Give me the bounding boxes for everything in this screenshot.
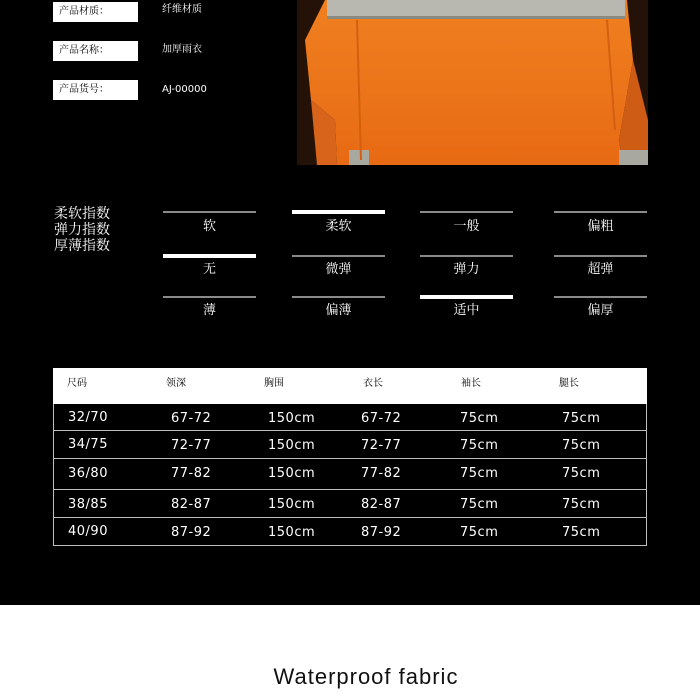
index-option: 软	[202, 219, 216, 234]
table-cell: 67-72	[171, 411, 212, 426]
table-cell: 82-87	[361, 497, 402, 512]
index-option: 偏粗	[587, 219, 614, 234]
index-option: 弹力	[453, 262, 480, 277]
index-line	[554, 255, 647, 257]
info-value-material: 纤维材质	[162, 4, 202, 15]
index-title-thickness: 厚薄指数	[54, 238, 110, 254]
index-line	[554, 211, 647, 213]
table-cell: 75cm	[460, 497, 499, 512]
table-cell: 36/80	[68, 466, 108, 481]
index-option: 偏厚	[587, 303, 614, 318]
row-divider	[54, 517, 646, 518]
info-label-sku: 产品货号：	[53, 80, 138, 100]
table-cell: 150cm	[268, 497, 316, 512]
column-header: 领深	[166, 378, 186, 389]
info-label-material: 产品材质：	[53, 2, 138, 22]
index-option-selected: 适中	[453, 303, 480, 318]
table-cell: 72-77	[171, 438, 212, 453]
column-header: 腿长	[559, 378, 579, 389]
size-table	[53, 368, 647, 546]
raincoat-illustration	[297, 0, 648, 165]
table-cell: 87-92	[171, 525, 212, 540]
table-cell: 75cm	[562, 525, 601, 540]
index-line	[420, 211, 513, 213]
index-line-selected	[163, 254, 256, 258]
row-divider	[54, 430, 646, 431]
index-line	[292, 296, 385, 298]
index-line-selected	[420, 295, 513, 299]
info-value-name: 加厚雨衣	[162, 44, 202, 55]
index-option: 薄	[202, 303, 216, 318]
index-option: 超弹	[587, 262, 614, 277]
table-cell: 150cm	[268, 466, 316, 481]
table-cell: 38/85	[68, 497, 108, 512]
column-header: 袖长	[461, 378, 481, 389]
column-header: 胸围	[264, 378, 284, 389]
column-header: 衣长	[363, 378, 383, 389]
table-cell: 34/75	[68, 437, 108, 452]
table-cell: 67-72	[361, 411, 402, 426]
index-line	[420, 255, 513, 257]
index-line	[292, 255, 385, 257]
table-cell: 150cm	[268, 438, 316, 453]
table-cell: 75cm	[562, 438, 601, 453]
product-image	[297, 0, 648, 165]
table-cell: 75cm	[460, 466, 499, 481]
table-cell: 77-82	[171, 466, 212, 481]
index-option: 偏薄	[325, 303, 352, 318]
info-value-sku: AJ-00000	[162, 84, 207, 95]
table-cell: 40/90	[68, 524, 108, 539]
index-line-selected	[292, 210, 385, 214]
size-table-body	[53, 404, 647, 546]
table-cell: 87-92	[361, 525, 402, 540]
table-cell: 77-82	[361, 466, 402, 481]
info-label-name: 产品名称：	[53, 41, 138, 61]
table-cell: 75cm	[460, 411, 499, 426]
column-header: 尺码	[67, 378, 87, 389]
index-option-selected: 柔软	[325, 219, 352, 234]
index-option: 一般	[453, 219, 480, 234]
index-option-selected: 无	[202, 262, 216, 277]
index-line	[163, 211, 256, 213]
row-divider	[54, 458, 646, 459]
table-cell: 32/70	[68, 410, 108, 425]
table-cell: 75cm	[562, 411, 601, 426]
table-cell: 72-77	[361, 438, 402, 453]
index-line	[554, 296, 647, 298]
table-cell: 150cm	[268, 411, 316, 426]
index-line	[163, 296, 256, 298]
index-title-elasticity: 弹力指数	[54, 222, 110, 238]
table-cell: 75cm	[460, 438, 499, 453]
row-divider	[54, 489, 646, 490]
table-cell: 75cm	[562, 497, 601, 512]
table-cell: 75cm	[562, 466, 601, 481]
table-cell: 150cm	[268, 525, 316, 540]
index-title-softness: 柔软指数	[54, 206, 110, 222]
table-cell: 75cm	[460, 525, 499, 540]
index-option: 微弹	[325, 262, 352, 277]
section-title: Waterproof fabric	[273, 664, 459, 689]
table-cell: 82-87	[171, 497, 212, 512]
size-table-header	[53, 368, 647, 404]
